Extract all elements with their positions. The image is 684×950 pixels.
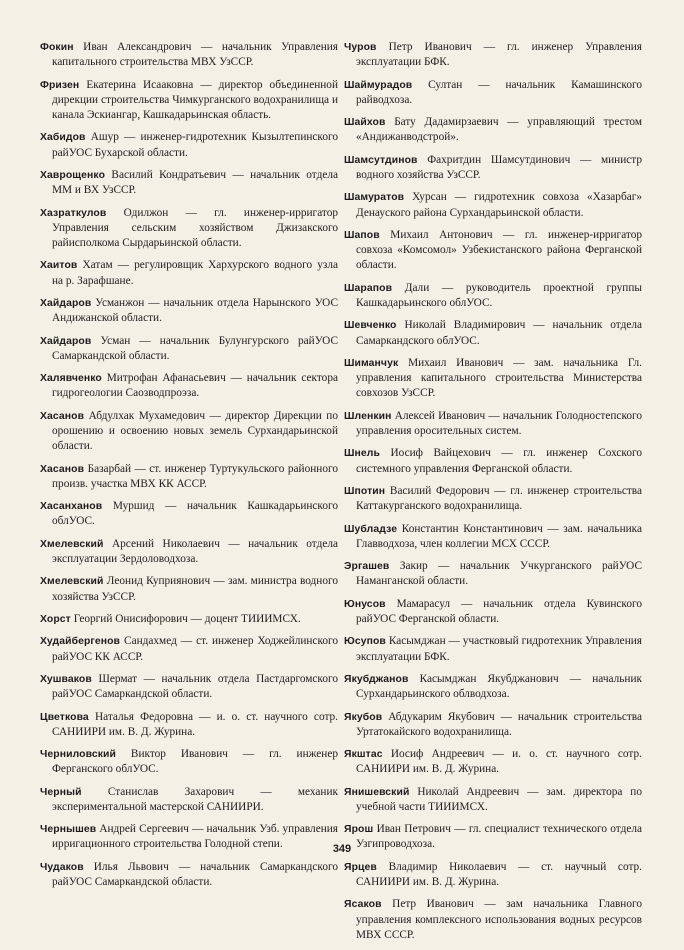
entry-surname: Хасанханов <box>40 501 103 513</box>
entry-description: Шермат — начальник отдела Пастдаргомского райУОС Самаркандской области. <box>52 672 338 701</box>
entry-description: Ашур — инженер-гидротехник Кызылтепинского райУОС Бухарской области. <box>52 131 338 159</box>
entry-description: Екатерина Исааковна — директор объединенной дирекции строительства Чимкурганского водохранилища и канала Эскиангар, Кашкадарьинская область. <box>52 78 339 121</box>
entry-surname: Хазраткулов <box>40 207 107 219</box>
entry-surname: Хасанов <box>40 463 85 475</box>
directory-entry <box>40 371 338 401</box>
entry-description: Станислав Захарович — механик экспериментальной мастерской САНИИРИ. <box>52 785 338 813</box>
directory-entry <box>344 446 642 476</box>
directory-entry <box>40 672 338 702</box>
entry-surname: Ясаков <box>344 899 382 911</box>
entry-description: Хатам — регулировщик Хархурского водного узла на р. Зарафшане. <box>52 259 339 287</box>
directory-entry <box>344 559 642 589</box>
entry-surname: Якубджанов <box>344 673 409 685</box>
directory-entry <box>40 168 338 198</box>
directory-entry <box>40 710 338 740</box>
entry-description: Муршид — начальник Кашкадарьинского облУОС. <box>52 500 338 528</box>
entry-description: Сандахмед — ст. инженер Ходжейлинского райУОС КК АССР. <box>52 635 339 663</box>
entry-surname: Шленкин <box>344 410 392 422</box>
entry-description: Султан — начальник Камашинского райводхоза. <box>356 78 642 106</box>
entry-surname: Хорст <box>40 613 71 625</box>
entry-description: Хурсан — гидротехник совхоза «Хазарбаг» Денауского района Сурхандарьинской области. <box>356 191 643 219</box>
entry-description: Виктор Иванович — гл. инженер Ферганского облУОС. <box>52 748 338 776</box>
directory-entry <box>344 228 642 274</box>
entry-surname: Хаврощенко <box>40 169 106 181</box>
directory-entry <box>344 522 642 552</box>
entry-description: Илья Львович — начальник Самаркандского райУОС Самаркандской области. <box>52 860 338 889</box>
entry-description: Леонид Куприянович — зам. министра водного хозяйства УзССР. <box>52 575 338 603</box>
directory-entry <box>40 40 338 70</box>
entry-surname: Шайхов <box>344 117 386 129</box>
directory-entry <box>344 897 642 943</box>
entry-surname: Ярцев <box>344 861 377 873</box>
directory-entry <box>344 190 642 220</box>
directory-entry <box>344 40 642 70</box>
directory-entry <box>40 860 338 890</box>
directory-entry <box>40 747 338 777</box>
directory-entry <box>344 672 642 702</box>
entry-surname: Черный <box>40 786 82 798</box>
entry-description: Василий Кондратьевич — начальник отдела ММ и ВХ УзССР. <box>52 168 338 197</box>
entry-description: Дали — руководитель проектной группы Кашкадарьинского облУОС. <box>356 281 642 309</box>
directory-entry <box>344 356 642 402</box>
directory-entry <box>344 153 642 183</box>
entry-surname: Шарапов <box>344 282 393 294</box>
directory-entry <box>344 115 642 145</box>
directory-entry <box>40 574 338 604</box>
entry-description: Николай Владимирович — начальник отдела Самаркандского облУОС. <box>356 319 643 347</box>
entry-surname: Халявченко <box>40 373 102 385</box>
entry-surname: Шапов <box>344 229 380 241</box>
entry-surname: Хаитов <box>40 260 78 272</box>
directory-entry <box>40 634 338 664</box>
entry-surname: Хайдаров <box>40 335 92 347</box>
entry-description: Усман — начальник Булунгурского райУОС Самаркандской области. <box>52 334 338 362</box>
directory-entry <box>40 130 338 160</box>
entry-surname: Ярош <box>344 824 374 836</box>
entry-description: Иосиф Андреевич — и. о. ст. научного сотр. САНИИРИ им. В. Д. Журина. <box>356 748 642 776</box>
entry-description: Абдулхак Мухамедович — директор Дирекции по орошению и освоению новых земель Сурхандарьинской области. <box>52 409 338 453</box>
directory-entry <box>344 785 642 815</box>
entry-surname: Юнусов <box>344 598 386 610</box>
right-column <box>344 40 642 950</box>
entry-surname: Хмелевский <box>40 538 104 550</box>
entry-surname: Шевченко <box>344 320 397 332</box>
directory-entry <box>344 747 642 777</box>
directory-entry <box>344 484 642 514</box>
entry-description: Иван Александрович — начальник Управления капитального строительства МВХ УзССР. <box>52 41 338 69</box>
entry-description: Касымджан — участковый гидротехник Управления эксплуатации БФК. <box>356 635 642 663</box>
entry-description: Петр Иванович — гл. инженер Управления эксплуатации БФК. <box>356 41 642 69</box>
entry-description: Базарбай — ст. инженер Туртукульского районного произв. участка МВХ КК АССР. <box>52 462 338 490</box>
entry-surname: Хмелевский <box>40 576 104 588</box>
directory-entry <box>40 78 338 124</box>
entry-description: Митрофан Афанасьевич — начальник сектора гидрогеологии Саозводпроэза. <box>52 372 338 400</box>
directory-entry <box>344 710 642 740</box>
entry-surname: Фризен <box>40 79 80 91</box>
entry-surname: Шпотин <box>344 485 386 497</box>
entry-surname: Шамсутдинов <box>344 154 418 166</box>
entry-surname: Чуров <box>344 42 377 53</box>
entry-description: Николай Андреевич — зам. директора по учебной части ТИИИМСХ. <box>356 785 642 813</box>
directory-entry <box>40 612 338 627</box>
entry-surname: Хабидов <box>40 132 86 144</box>
entry-description: Андрей Сергеевич — начальник Узб. управления ирригационного строительства Голодной степи. <box>52 823 338 851</box>
directory-entry <box>344 409 642 439</box>
entry-description: Владимир Николаевич — ст. научный сотр. САНИИРИ им. В. Д. Журина. <box>356 860 642 889</box>
entry-surname: Янишевский <box>344 786 410 798</box>
entry-description: Константин Константинович — зам. начальника Главводхоза, член коллегии МСХ СССР. <box>356 522 642 550</box>
directory-entry <box>344 634 642 664</box>
entry-surname: Эргашев <box>344 561 390 573</box>
directory-entry <box>40 206 338 252</box>
entry-description: Георгий Онисифорович — доцент ТИИИМСХ. <box>73 612 301 625</box>
entry-surname: Шнель <box>344 448 380 460</box>
directory-entry <box>344 78 642 108</box>
entry-description: Иван Петрович — гл. специалист технического отдела Узгипроводхоза. <box>356 823 643 851</box>
directory-entry <box>40 537 338 567</box>
entry-surname: Якубов <box>344 711 383 723</box>
entry-description: Фахритдин Шамсутдинович — министр водного хозяйства УзССР. <box>356 153 642 181</box>
entry-description: Алексей Иванович — начальник Голодностепского управления оросительных систем. <box>356 409 643 437</box>
entry-surname: Якштас <box>344 749 383 761</box>
entry-surname: Шубладзе <box>344 523 398 535</box>
directory-entry <box>344 281 642 311</box>
entry-description: Михаил Иванович — зам. начальника Гл. управления капитального строительства Министерства совхозов УзССР. <box>356 356 642 400</box>
directory-entry <box>40 499 338 529</box>
directory-entry <box>40 258 338 288</box>
directory-entry <box>344 318 642 348</box>
entry-description: Касымджан Якубджанович — начальник Сурхандарьинского облводхоза. <box>356 672 642 701</box>
entry-surname: Шаймурадов <box>344 79 413 91</box>
entry-description: Одилжон — гл. инженер-ирригатор Управления сельским хозяйством Джизакского райисполкома Сырдарьинской области. <box>52 206 338 249</box>
directory-entry <box>40 785 338 815</box>
directory-entry <box>344 860 642 890</box>
entry-description: Бату Дадамирзаевич — управляющий трестом «Андижанводстрой». <box>356 116 642 144</box>
directory-entry <box>40 409 338 455</box>
entry-description: Михаил Антонович — гл. инженер-ирригатор совхоза «Комсомол» Узбекистанского района Ферганской области. <box>356 228 643 272</box>
entry-surname: Хайдаров <box>40 297 92 309</box>
entry-surname: Хушваков <box>40 673 92 685</box>
entry-description: Арсений Николаевич — начальник отдела эксплуатации Зердоловодхоза. <box>52 537 338 565</box>
entry-description: Мамарасул — начальник отдела Кувинского райУОС Ферганской области. <box>356 597 642 625</box>
directory-entry <box>40 296 338 326</box>
entry-surname: Чудаков <box>40 861 84 873</box>
entry-surname: Черниловский <box>40 749 116 761</box>
entry-surname: Юсупов <box>344 636 386 648</box>
entry-surname: Цветкова <box>40 711 89 723</box>
entry-surname: Фокин <box>40 42 74 53</box>
entry-description: Петр Иванович — зам начальника Главного управления комплексного использования водных ресурсов МВХ СССР. <box>356 898 642 941</box>
entry-description: Закир — начальник Учкурганского райУОС Наманганской области. <box>356 560 642 588</box>
entry-surname: Шамуратов <box>344 192 405 204</box>
entry-surname: Худайбергенов <box>40 636 121 648</box>
entry-surname: Шиманчук <box>344 357 399 369</box>
entry-description: Усманжон — начальник отдела Нарынского УОС Андижанской области. <box>52 296 338 325</box>
entry-surname: Чернышев <box>40 824 97 836</box>
entry-surname: Хасанов <box>40 410 85 422</box>
directory-entry <box>344 597 642 627</box>
entry-description: Иосиф Вайцехович — гл. инженер Сохского системного управления Ферганской области. <box>356 447 642 475</box>
entry-description: Василий Федорович — гл. инженер строительства Каттакурганского водохранилища. <box>356 484 642 513</box>
entry-description: Абдукарим Якубович — начальник строительства Уртатокайского водохранилища. <box>356 710 642 738</box>
entry-description: Наталья Федоровна — и. о. ст. научного сотр. САНИИРИ им. В. Д. Журина. <box>52 710 338 738</box>
directory-entry <box>40 462 338 492</box>
directory-entry <box>40 334 338 364</box>
left-column <box>40 40 338 897</box>
page-number: 349 <box>332 843 352 855</box>
